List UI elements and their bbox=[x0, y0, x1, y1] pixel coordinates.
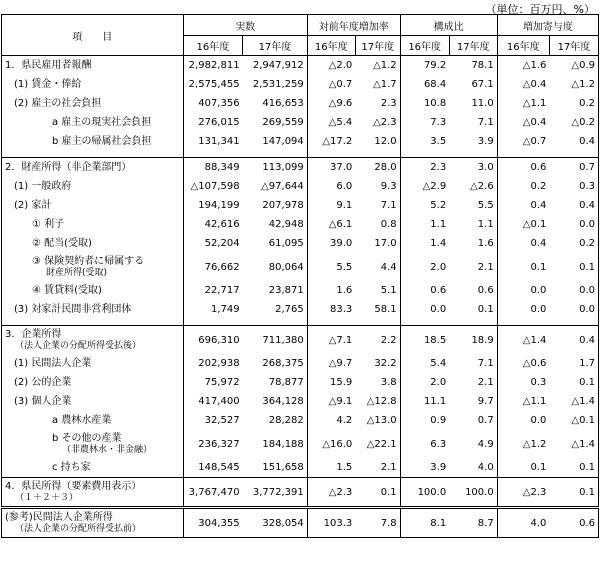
cell-value: △1.2 bbox=[522, 438, 547, 450]
cell-value: 7.8 bbox=[355, 508, 400, 538]
cell-value: 7.1 bbox=[449, 113, 497, 132]
cell-value: 364,128 bbox=[243, 392, 308, 411]
cell-value: 32.2 bbox=[355, 354, 400, 373]
cell-value: △1.1 bbox=[522, 396, 547, 407]
row-label-main: 2．財産所得（非企業部門） bbox=[5, 161, 132, 173]
cell-value: 2.1 bbox=[449, 253, 497, 281]
table-row bbox=[2, 411, 599, 430]
cell-value: 3,772,391 bbox=[243, 478, 308, 508]
cell-value: 207,978 bbox=[243, 196, 308, 215]
cell-value: 61,095 bbox=[243, 234, 308, 253]
cell-value: △0.6 bbox=[522, 358, 547, 369]
table-row bbox=[2, 458, 599, 478]
cell-value: 100.0 bbox=[449, 478, 497, 508]
cell-value: 3.9 bbox=[430, 462, 447, 473]
cell-value: △2.3 bbox=[355, 113, 400, 132]
cell-value: 42,616 bbox=[183, 215, 242, 234]
header-growth-y17: 17年度 bbox=[355, 36, 400, 56]
table-row bbox=[2, 75, 599, 94]
cell-value: 3,767,470 bbox=[183, 478, 242, 508]
cell-value: 28,282 bbox=[243, 411, 308, 430]
cell-value: 3.9 bbox=[449, 132, 497, 151]
cell-value: 3.0 bbox=[449, 158, 497, 178]
cell-value: 5.2 bbox=[430, 200, 447, 211]
table-row bbox=[2, 392, 599, 411]
table-row bbox=[2, 253, 599, 281]
cell-value: △97,644 bbox=[243, 177, 308, 196]
cell-value: △0.7 bbox=[328, 79, 353, 90]
cell-value: 202,938 bbox=[183, 354, 242, 373]
row-label-main: (2) 家計 bbox=[14, 199, 52, 211]
cell-value: 0.3 bbox=[530, 377, 547, 388]
cell-value: 194,199 bbox=[183, 196, 242, 215]
header-item: 項 目 bbox=[2, 15, 184, 56]
cell-value: 0.4 bbox=[549, 326, 598, 355]
cell-value: △0.7 bbox=[522, 136, 547, 147]
header-share: 構成比 bbox=[400, 15, 497, 36]
cell-value: 0.4 bbox=[530, 238, 547, 249]
cell-value: 18.5 bbox=[400, 326, 449, 355]
table-row bbox=[2, 215, 599, 234]
cell-value: 10.8 bbox=[423, 98, 447, 109]
cell-value: 0.1 bbox=[355, 478, 400, 508]
row-label bbox=[2, 281, 184, 300]
cell-value: 2.1 bbox=[355, 458, 400, 478]
cell-value: 28.0 bbox=[355, 158, 400, 178]
cell-value: 268,375 bbox=[243, 354, 308, 373]
header-contrib: 増加寄与度 bbox=[497, 15, 598, 36]
cell-value: 4.4 bbox=[355, 253, 400, 281]
cell-value: △1.2 bbox=[355, 56, 400, 76]
row-label-main: c 持ち家 bbox=[52, 461, 91, 473]
table-row bbox=[2, 94, 599, 113]
cell-value: 9.7 bbox=[449, 392, 497, 411]
row-label bbox=[2, 196, 184, 215]
cell-value: 4.2 bbox=[336, 415, 353, 426]
cell-value: 1.1 bbox=[430, 219, 447, 230]
header-contrib-y16: 16年度 bbox=[497, 36, 549, 56]
cell-value: 100.0 bbox=[400, 478, 449, 508]
cell-value: 5.5 bbox=[336, 261, 353, 273]
cell-value: △1.2 bbox=[549, 75, 598, 94]
row-label bbox=[2, 354, 184, 373]
row-label-main: 4．県民所得（要素費用表示） bbox=[5, 481, 142, 492]
cell-value: 83.3 bbox=[330, 304, 353, 315]
row-label-main: (参考)民間法人企業所得 bbox=[5, 512, 113, 523]
cell-value: 0.4 bbox=[549, 196, 598, 215]
cell-value: 68.4 bbox=[423, 79, 447, 90]
cell-value: 18.9 bbox=[449, 326, 497, 355]
cell-value: 22,717 bbox=[183, 281, 242, 300]
cell-value: 1.4 bbox=[430, 238, 447, 249]
cell-value: 0.1 bbox=[530, 261, 547, 273]
cell-value: 80,064 bbox=[243, 253, 308, 281]
cell-value: 696,310 bbox=[183, 326, 242, 355]
row-label-main: ④ 賃貸料(受取) bbox=[32, 284, 102, 296]
table-row bbox=[2, 56, 599, 76]
cell-value: △2.6 bbox=[449, 177, 497, 196]
cell-value: 75,972 bbox=[183, 373, 242, 392]
cell-value: 2.3 bbox=[400, 158, 449, 178]
cell-value: 52,204 bbox=[183, 234, 242, 253]
cell-value: △0.9 bbox=[549, 56, 598, 76]
cell-value: 131,341 bbox=[183, 132, 242, 151]
cell-value: 0.3 bbox=[549, 177, 598, 196]
cell-value: △1.4 bbox=[549, 392, 598, 411]
cell-value: △22.1 bbox=[355, 430, 400, 458]
row-label bbox=[2, 132, 184, 151]
header-actual-y16: 16年度 bbox=[183, 36, 242, 56]
cell-value: 2.0 bbox=[430, 261, 447, 273]
table-row bbox=[2, 234, 599, 253]
table-row bbox=[2, 132, 599, 151]
table-row bbox=[2, 196, 599, 215]
cell-value: 1,749 bbox=[183, 300, 242, 319]
unit-note: （単位：百万円、%） bbox=[485, 3, 595, 16]
table-row bbox=[2, 508, 599, 538]
cell-value: △1.1 bbox=[522, 98, 547, 109]
cell-value: △2.0 bbox=[307, 56, 355, 76]
row-label bbox=[2, 458, 184, 478]
cell-value: 76,662 bbox=[183, 253, 242, 281]
row-label-main: a 農林水産業 bbox=[52, 414, 112, 426]
row-label bbox=[2, 300, 184, 319]
header-share-y17: 17年度 bbox=[449, 36, 497, 56]
cell-value: 2,575,455 bbox=[183, 75, 242, 94]
cell-value: 11.1 bbox=[423, 396, 447, 407]
cell-value: 711,380 bbox=[243, 326, 308, 355]
header-contrib-y17: 17年度 bbox=[549, 36, 598, 56]
cell-value: △0.1 bbox=[549, 411, 598, 430]
table-row bbox=[2, 430, 599, 458]
cell-value: △0.4 bbox=[522, 79, 547, 90]
cell-value: 0.0 bbox=[530, 415, 547, 426]
row-label-sub: （法人企業の分配所得受払前） bbox=[15, 524, 142, 534]
header-growth-y16: 16年度 bbox=[307, 36, 355, 56]
cell-value: 11.0 bbox=[449, 94, 497, 113]
cell-value: 37.0 bbox=[307, 158, 355, 178]
cell-value: 67.1 bbox=[449, 75, 497, 94]
cell-value: △0.2 bbox=[549, 113, 598, 132]
cell-value: 147,094 bbox=[243, 132, 308, 151]
row-label-main: a 雇主の現実社会負担 bbox=[52, 116, 152, 128]
row-label-main: (3) 対家計民間非営利団体 bbox=[14, 303, 132, 315]
cell-value: 0.7 bbox=[449, 411, 497, 430]
cell-value: 6.0 bbox=[336, 181, 353, 192]
cell-value: 0.1 bbox=[530, 462, 547, 473]
cell-value: 328,054 bbox=[243, 508, 308, 538]
cell-value: 0.1 bbox=[549, 478, 598, 508]
row-label-sub: 財産所得(受取) bbox=[46, 268, 108, 278]
cell-value: 1.1 bbox=[449, 215, 497, 234]
cell-value: △1.4 bbox=[497, 326, 549, 355]
row-label bbox=[2, 392, 184, 411]
row-label-main: 1．県民雇用者報酬 bbox=[5, 59, 92, 71]
cell-value: 1.6 bbox=[336, 285, 353, 296]
cell-value: 0.6 bbox=[449, 281, 497, 300]
cell-value: 7.3 bbox=[430, 117, 447, 128]
cell-value: △0.1 bbox=[522, 219, 547, 230]
cell-value: 0.1 bbox=[449, 300, 497, 319]
cell-value: 23,871 bbox=[243, 281, 308, 300]
cell-value: △1.4 bbox=[549, 430, 598, 458]
cell-value: △7.1 bbox=[307, 326, 355, 355]
cell-value: 5.5 bbox=[449, 196, 497, 215]
row-label-main: ② 配当(受取) bbox=[32, 237, 92, 249]
row-label bbox=[2, 234, 184, 253]
header-growth: 対前年度増加率 bbox=[307, 15, 400, 36]
cell-value: 8.1 bbox=[400, 508, 449, 538]
header-actual: 実数 bbox=[183, 15, 307, 36]
cell-value: 416,653 bbox=[243, 94, 308, 113]
row-label-sub: （非農林水・非金融） bbox=[62, 445, 153, 455]
cell-value: 2.3 bbox=[355, 94, 400, 113]
cell-value: △2.9 bbox=[422, 181, 447, 192]
cell-value: 88,349 bbox=[183, 158, 242, 178]
cell-value: △9.7 bbox=[328, 358, 353, 369]
row-label bbox=[2, 411, 184, 430]
cell-value: 184,188 bbox=[243, 430, 308, 458]
cell-value: 304,355 bbox=[183, 508, 242, 538]
cell-value: 15.9 bbox=[330, 377, 353, 388]
cell-value: 4.0 bbox=[449, 458, 497, 478]
table-row bbox=[2, 373, 599, 392]
cell-value: △6.1 bbox=[328, 219, 353, 230]
cell-value: △16.0 bbox=[322, 438, 353, 450]
cell-value: 39.0 bbox=[330, 238, 353, 249]
cell-value: 12.0 bbox=[355, 132, 400, 151]
cell-value: 2,531,259 bbox=[243, 75, 308, 94]
cell-value: 17.0 bbox=[355, 234, 400, 253]
cell-value: △13.0 bbox=[355, 411, 400, 430]
cell-value: 9.3 bbox=[355, 177, 400, 196]
cell-value: 0.0 bbox=[530, 304, 547, 315]
cell-value: 0.8 bbox=[355, 215, 400, 234]
cell-value: 8.7 bbox=[449, 508, 497, 538]
cell-value: 0.0 bbox=[549, 215, 598, 234]
row-label bbox=[2, 478, 184, 508]
cell-value: 42,948 bbox=[243, 215, 308, 234]
cell-value: 7.1 bbox=[449, 354, 497, 373]
income-table bbox=[1, 14, 599, 538]
cell-value: △1.7 bbox=[355, 75, 400, 94]
cell-value: △0.4 bbox=[522, 117, 547, 128]
cell-value: 151,658 bbox=[243, 458, 308, 478]
cell-value: 276,015 bbox=[183, 113, 242, 132]
row-label bbox=[2, 177, 184, 196]
cell-value: 2,947,912 bbox=[243, 56, 308, 76]
header-actual-y17: 17年度 bbox=[243, 36, 308, 56]
row-label-main: (3) 個人企業 bbox=[14, 395, 72, 407]
row-label-main: (2) 雇主の社会負担 bbox=[14, 97, 102, 109]
table-row bbox=[2, 281, 599, 300]
row-label-main: (2) 公的企業 bbox=[14, 376, 72, 388]
cell-value: 4.9 bbox=[449, 430, 497, 458]
cell-value: 78.1 bbox=[449, 56, 497, 76]
cell-value: △17.2 bbox=[322, 136, 353, 147]
cell-value: △1.6 bbox=[497, 56, 549, 76]
cell-value: 0.1 bbox=[549, 253, 598, 281]
table-row bbox=[2, 158, 599, 178]
row-label-main: b 雇主の帰属社会負担 bbox=[52, 135, 152, 147]
cell-value: 407,356 bbox=[183, 94, 242, 113]
row-label-sub: （法人企業の分配所得受払後） bbox=[15, 341, 142, 351]
cell-value: 4.0 bbox=[497, 508, 549, 538]
cell-value: 0.2 bbox=[549, 94, 598, 113]
cell-value: 7.1 bbox=[355, 196, 400, 215]
cell-value: △2.3 bbox=[497, 478, 549, 508]
cell-value: 269,559 bbox=[243, 113, 308, 132]
table-body bbox=[2, 56, 599, 538]
cell-value: 1.6 bbox=[449, 234, 497, 253]
cell-value: 2.2 bbox=[355, 326, 400, 355]
row-label bbox=[2, 253, 184, 281]
table-row bbox=[2, 478, 599, 508]
cell-value: 0.6 bbox=[497, 158, 549, 178]
cell-value: 0.1 bbox=[549, 373, 598, 392]
cell-value: 2,982,811 bbox=[183, 56, 242, 76]
row-label-main: ① 利子 bbox=[32, 218, 65, 230]
cell-value: 3.5 bbox=[430, 136, 447, 147]
cell-value: 0.2 bbox=[549, 234, 598, 253]
row-label-main: ③ 保険契約者に帰属する bbox=[32, 256, 145, 267]
cell-value: 148,545 bbox=[183, 458, 242, 478]
row-label bbox=[2, 430, 184, 458]
cell-value: 0.4 bbox=[549, 132, 598, 151]
table-row bbox=[2, 300, 599, 319]
table-row bbox=[2, 326, 599, 355]
cell-value: 0.7 bbox=[549, 158, 598, 178]
row-label-main: (1) 賃金・俸給 bbox=[14, 78, 82, 90]
cell-value: 0.9 bbox=[430, 415, 447, 426]
cell-value: 113,099 bbox=[243, 158, 308, 178]
cell-value: △9.1 bbox=[328, 396, 353, 407]
row-label-main: 3．企業所得 bbox=[5, 329, 62, 340]
row-label-sub: （１＋２＋３） bbox=[15, 493, 79, 503]
cell-value: △12.8 bbox=[355, 392, 400, 411]
cell-value: 417,400 bbox=[183, 392, 242, 411]
row-label-main: b その他の産業 bbox=[52, 433, 122, 444]
cell-value: 2.0 bbox=[430, 377, 447, 388]
cell-value: 6.3 bbox=[430, 438, 447, 450]
cell-value: 1.5 bbox=[336, 462, 353, 473]
cell-value: 78,877 bbox=[243, 373, 308, 392]
cell-value: 0.4 bbox=[530, 200, 547, 211]
cell-value: 0.0 bbox=[549, 281, 598, 300]
cell-value: △107,598 bbox=[183, 177, 242, 196]
cell-value: 79.2 bbox=[400, 56, 449, 76]
cell-value: 1.7 bbox=[549, 354, 598, 373]
table-row bbox=[2, 354, 599, 373]
row-label bbox=[2, 113, 184, 132]
cell-value: 0.0 bbox=[549, 300, 598, 319]
cell-value: 5.1 bbox=[355, 281, 400, 300]
cell-value: 58.1 bbox=[355, 300, 400, 319]
table-row bbox=[2, 177, 599, 196]
cell-value: 0.2 bbox=[530, 181, 547, 192]
row-label bbox=[2, 373, 184, 392]
cell-value: 3.8 bbox=[355, 373, 400, 392]
cell-value: 0.0 bbox=[430, 304, 447, 315]
cell-value: 2.1 bbox=[449, 373, 497, 392]
table-row bbox=[2, 113, 599, 132]
cell-value: 9.1 bbox=[336, 200, 353, 211]
row-label bbox=[2, 158, 184, 178]
cell-value: 103.3 bbox=[307, 508, 355, 538]
row-label bbox=[2, 215, 184, 234]
cell-value: 32,527 bbox=[183, 411, 242, 430]
cell-value: 2,765 bbox=[243, 300, 308, 319]
row-label-main: (1) 一般政府 bbox=[14, 180, 72, 192]
cell-value: 5.4 bbox=[430, 358, 447, 369]
row-label-main: (1) 民間法人企業 bbox=[14, 357, 92, 369]
cell-value: 236,327 bbox=[183, 430, 242, 458]
row-label bbox=[2, 508, 184, 538]
cell-value: △5.4 bbox=[328, 117, 353, 128]
cell-value: 0.0 bbox=[530, 285, 547, 296]
cell-value: 0.6 bbox=[549, 508, 598, 538]
row-label bbox=[2, 56, 184, 76]
cell-value: △9.6 bbox=[328, 98, 353, 109]
row-label bbox=[2, 75, 184, 94]
header-share-y16: 16年度 bbox=[400, 36, 449, 56]
row-label bbox=[2, 94, 184, 113]
cell-value: 0.6 bbox=[430, 285, 447, 296]
cell-value: 0.1 bbox=[549, 458, 598, 478]
row-label bbox=[2, 326, 184, 355]
cell-value: △2.3 bbox=[307, 478, 355, 508]
